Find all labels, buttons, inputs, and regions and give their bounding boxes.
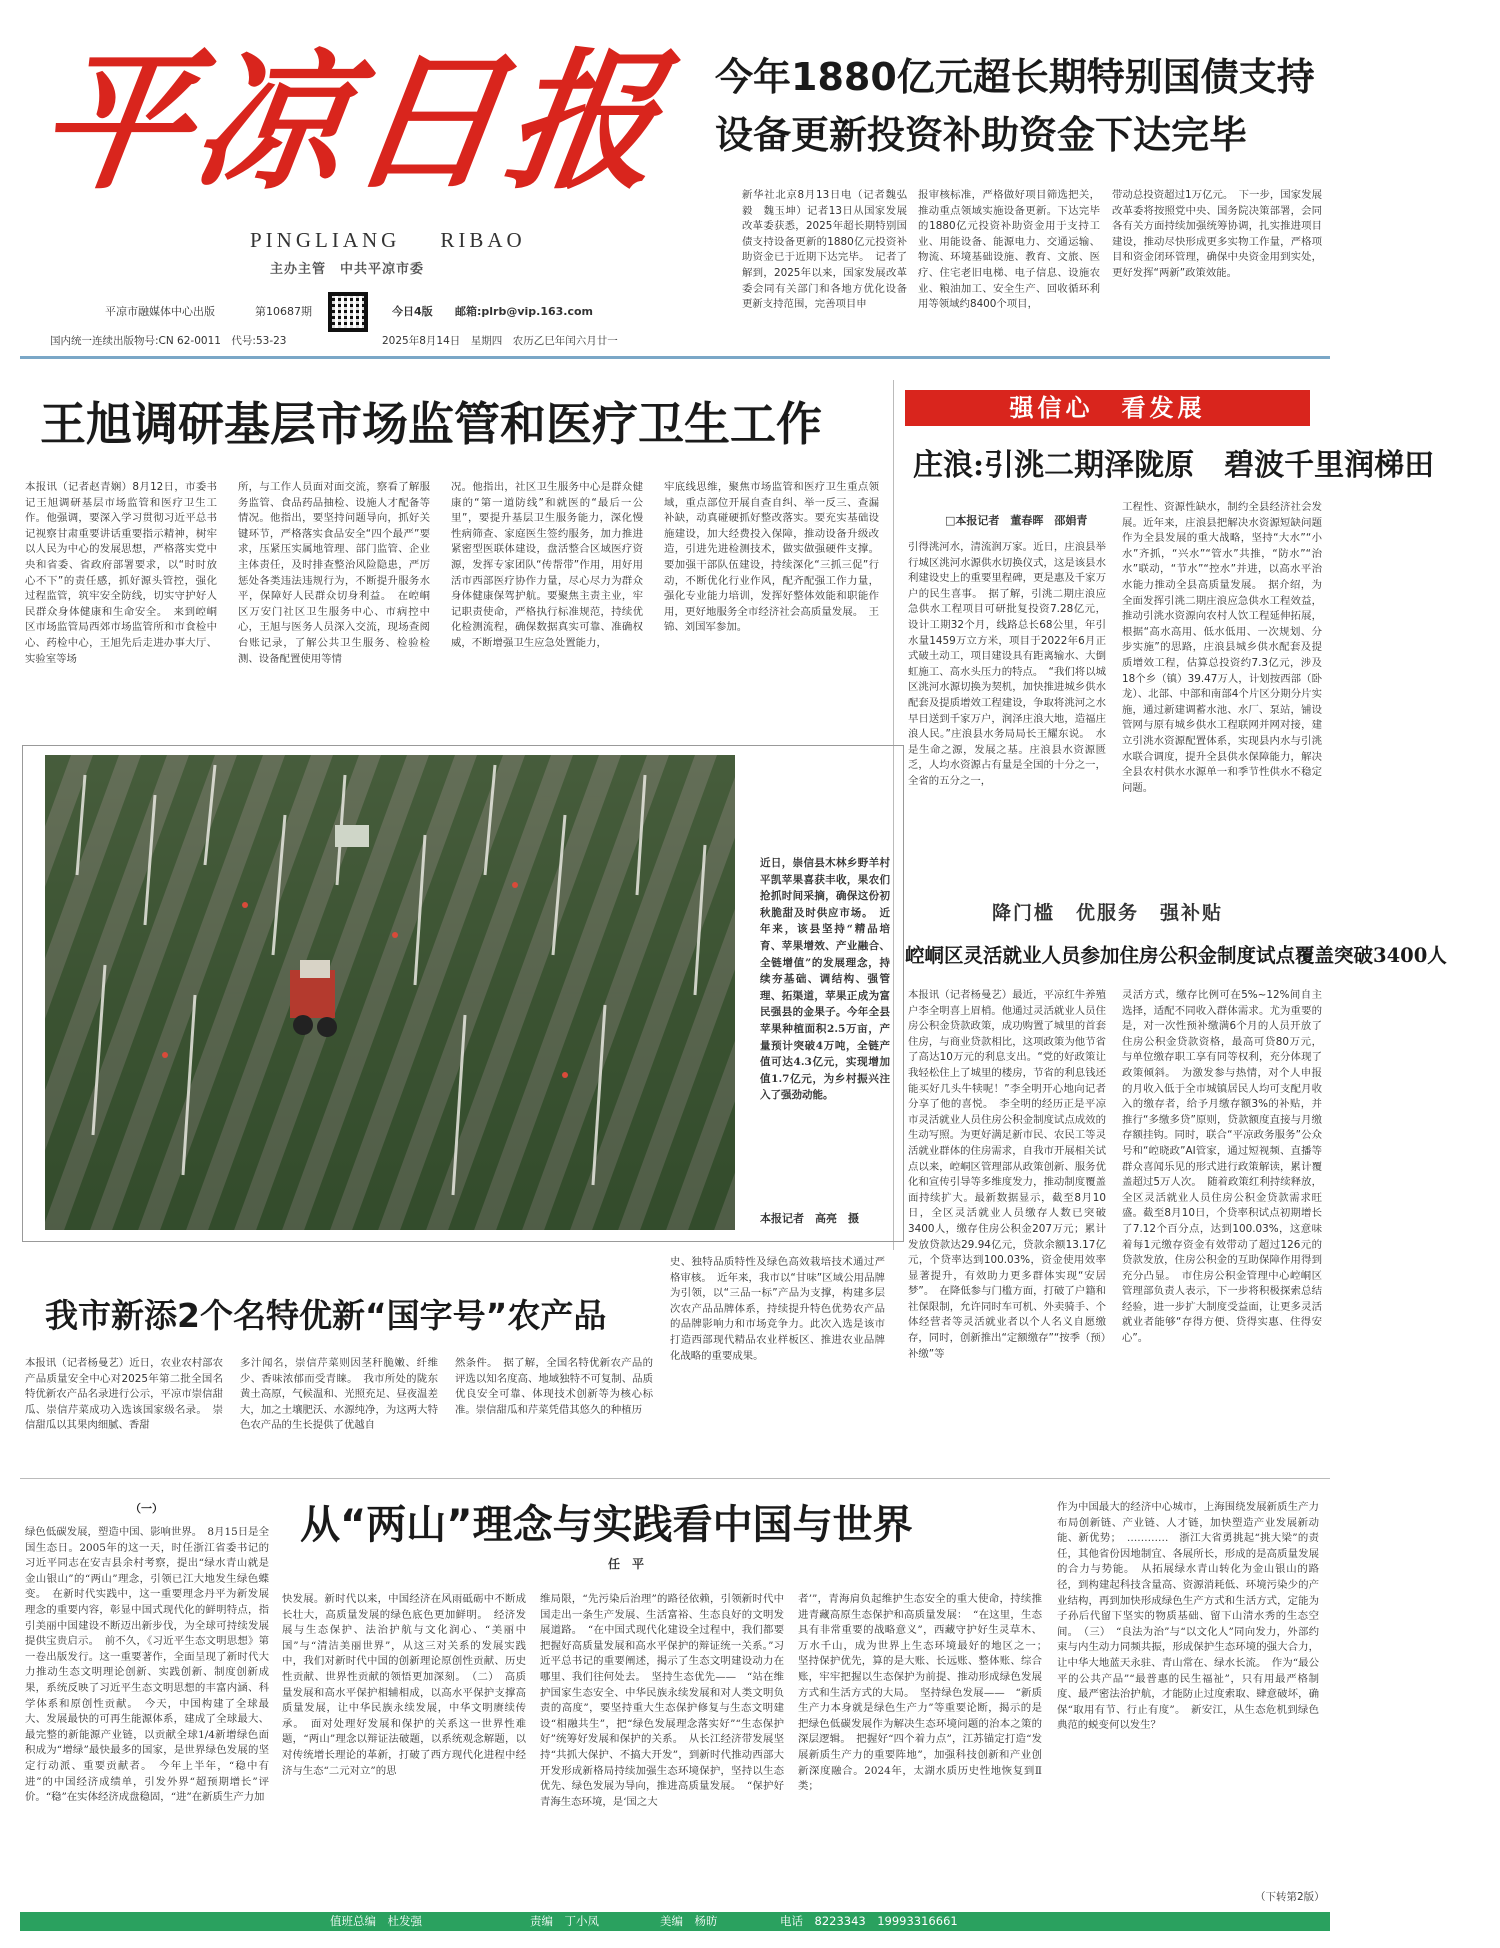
serial-number: 国内统一连续出版物号:CN 62-0011 代号:53-23 bbox=[50, 335, 287, 347]
orchard-photo[interactable] bbox=[45, 755, 735, 1230]
masthead-pinyin bbox=[250, 228, 566, 253]
guo-col-4: 史、独特品质特性及绿色高效栽培技术通过严格审核。 近年来，我市以“甘味”区域公用品牌为引领，以“三品一标”产品为支撑，构建多层次农产品品牌体系，持续提升特色优势农产品的品牌影响力和市场竞争力。此次入选是该市打造西部现代精品农业样板区、推进农业品牌化战略的重要成果。 bbox=[670, 1256, 885, 1362]
zhuanglang-headline[interactable]: 庄浪:引洮二期泽陇原 碧波千里润梯田 bbox=[913, 448, 1435, 483]
guo-col-1: 本报讯（记者杨曼艺）近日，农业农村部农产品质量安全中心对2025年第二批全国名特优新农产品名录进行公示，平凉市崇信甜瓜、崇信芹菜成功入选该国家级名录。 崇信甜瓜以其果肉细腻、香甜 bbox=[25, 1357, 223, 1432]
lead-col-3: 带动总投资超过1万亿元。 下一步，国家发展改革委将按照党中央、国务院决策部署，会同各有关方面持续加强统筹协调，扎实推进项目建设，推动尽快形成更多实物工作量，严格项目和资金闭环管理，确保中央资金用到实处，更好发挥“两新”政策效能。 bbox=[1112, 189, 1322, 279]
photo-credit: 本报记者 高亮 摄 bbox=[760, 1212, 859, 1225]
wang-col-3: 况。他指出，社区卫生服务中心是群众健康的“第一道防线”和就医的“最后一公里”，要提升基层卫生服务能力，深化慢性病筛查、家庭医生签约服务，加力推进紧密型医联体建设，盘活整合区域医疗资源，发挥专家团队“传帮带”作用，用好用活市西部医疗协作力量，尽心尽力为群众身体健康保驾护航。要聚焦主责主业，牢记职责使命，严格执行标准规范，持续优化检测流程，确保数据真实可靠、准确权威，不断增强卫生应急处置能力， bbox=[451, 481, 643, 649]
kongtong-headline[interactable]: 崆峒区灵活就业人员参加住房公积金制度试点覆盖突破3400人 bbox=[905, 944, 1447, 967]
lianshan-col-1: 绿色低碳发展，塑造中国、影响世界。 8月15日是全国生态日。2005年的这一天，时任浙江省委书记的习近平同志在安吉县余村考察，提出“绿水青山就是金山银山”的“两山”理念，引领已江大地发生绿色蝶变。 在新时代实践中，这一重要理念丹平为新发展理念的重要内容，彰显中国式现代化的鲜明特点，指引美丽中国建设不断迈出新步伐，为全球可持续发展提供宝贵启示。 前不久，《习近平生态文明思想》第一卷出版发行。这一重要著作，全面呈现了新时代大力推动生态文明理论创新、实践创新、制度创新成果，系统反映了习近平生态文明思想的丰富内涵、科学体系和原创性贡献。 今天，中国构建了全球最大、发展最快的可再生能源体系，建成了全球最大、最完整的新能源产业链，以贡献全球1/4新增绿色面积成为“增绿”最快最多的国家，是世界绿色发展的坚定行动派、重要贡献者。 今年上半年，“稳中有进”的中国经济成绩单，引发外界“超预期增长”评价。“稳”在实体经济成盘稳固，“进”在新质生产力加 bbox=[25, 1526, 269, 1804]
wang-headline[interactable]: 王旭调研基层市场监管和医疗卫生工作 bbox=[40, 397, 822, 451]
pinyin-pingliang: PINGLIANG bbox=[250, 228, 401, 252]
lead-col-2: 报审核标准，严格做好项目筛选把关，推动重点领域实施设备更新。下达完毕的1880亿元投资补助资金用于支持工业、用能设备、能源电力、交通运输、物流、环境基础设施、教育、文旅、医疗、住宅老旧电梯、电子信息、设施农业、粮油加工、安全生产、回收循环利用等领域约8400个项目， bbox=[918, 189, 1100, 311]
lianshan-part-1: （一） bbox=[130, 1502, 163, 1515]
guo-col-2: 多汁闻名，崇信芹菜则因茎秆脆嫩、纤维少、香味浓郁而受青睐。 我市所处的陇东黄土高原，气候温和、光照充足、昼夜温差大，加之土壤肥沃、水源纯净，为这两大特色农产品的生长提供了优越自 bbox=[240, 1357, 438, 1432]
lianshan-col-3: 维局限，“先污染后治理”的路径依赖，引领新时代中国走出一条生产发展、生活富裕、生态良好的文明发展道路。 “在中国式现代化建设全过程中，我们都要把握好高质量发展和高水平保护的辩证统一关系。”习近平总书记的重要阐述，揭示了生态文明建设动力在哪里、我们往何处去。 坚持生态优先—— “站在维护国家生态安全、中华民族永续发展和对人类文明负责的高度”，要坚持重大生态保护修复与生态文明建设“相融共生”，把“绿色发展理念落实好”“生态保护好”统筹好发展和保护的关系。 从长江经济带发展坚持“共抓大保护、不搞大开发”，到新时代推动西部大开发形成新格局持续加强生态环境保护，坚持以生态优先、绿色发展为导向，推进高质量发展。 “保护好青海生态环境，是‘国之大 bbox=[540, 1593, 784, 1808]
lianshan-col-4: 者’”，青海肩负起维护生态安全的重大使命，持续推进青藏高原生态保护和高质量发展： “在这里，生态具有非常重要的战略意义”，西藏守护好生灵草木、万水千山，成为世界上生态环境最好的地区之一； 坚持保护优先，算的是大账、长远账、整体账、综合账，牢牢把握以生态保护为前提、推动形成绿色发展方式和生活方式的大局。 坚持绿色发展—— “新质生产力本身就是绿色生产力”等重要论断，揭示的是把绿色低碳发展作为解决生态环境问题的治本之策的深层逻辑。 把握好“四个着力点”，江苏锚定打造“发展新质生产力的重要阵地”，加强科技创新和产业创新深度融合。2024年，太湖水质历史性地恢复到Ⅱ类； bbox=[798, 1593, 1053, 1793]
lianshan-headline[interactable]: 从“两山”理念与实践看中国与世界 bbox=[300, 1502, 913, 1548]
lianshan-author: 任 平 bbox=[608, 1557, 645, 1571]
guo-headline[interactable]: 我市新添2个名特优新“国字号”农产品 bbox=[45, 1296, 607, 1335]
kongtong-col-2: 灵活方式，缴存比例可在5%~12%间自主选择，适配不同收入群体需求。尤为重要的是，对一次性预补缴满6个月的人员开放了住房公积金贷款资格，最高可贷80万元，与单位缴存职工享有同等权利，充分体现了政策倾斜。 为激发参与热情，对个人申报的月收入低于全市城镇居民人均可支配月收入的缴存者，给予月缴存额3%的补贴，并推行“多缴多贷”原则，贷款额度直接与月缴存额挂钩。同时，联合“平凉政务服务”公众号和“崆晓政”AI管家，通过短视频、直播等群众喜闻乐见的形式进行政策解读，累计覆盖超过5万人次。 随着政策红利持续释放，全区灵活就业人员住房公积金贷款需求旺盛。截至8月10日，个贷率积试点初期增长了7.12个百分点，达到100.03%，这意味着每1元缴存资金有效带动了超过126元的贷款发放，住房公积金的互助保障作用得到充分凸显。 市住房公积金管理中心崆峒区管理部负责人表示，下一步将积极探索总结经验，进一步扩大制度受益面，让更多灵活就业者能够“存得方便、贷得实惠、住得安心”。 bbox=[1122, 989, 1322, 1345]
publisher: 平凉市融媒体中心出版 bbox=[105, 305, 215, 318]
lead-headline[interactable] bbox=[715, 48, 1315, 164]
zhuanglang-byline: □本报记者 董春晖 邵娟青 bbox=[945, 514, 1088, 527]
lead-col-1: 新华社北京8月13日电（记者魏弘毅 魏玉坤）记者13日从国家发展改革委获悉，2025年超长期特别国债支持设备更新的1880亿元投资补助资金已于近期下达完毕。 记者了解到，2025年以来，国家发展改革委会同有关部门和各地方优化设备更新支持范围，完善项目申 bbox=[742, 189, 907, 311]
lead-headline-line-2: 设备更新投资补助资金下达完毕 bbox=[715, 113, 1248, 157]
wang-col-2: 所，与工作人员面对面交流，察看了解服务监管、食品药品抽检、设施人才配备等情况。他指出，要坚持问题导向，抓好关键环节，严格落实食品安全“四个最严”要求，压紧压实属地管理、部门监管、企业主体责任，及时排查整治风险隐患，严厉惩处各类违法违规行为，不断提升服务水平，保障好人民群众切身利益。 在崆峒区万安门社区卫生服务中心、市病控中心，王旭与医务人员深入交流，现场查阅台账记录，了解公共卫生服务、检验检测、设备配置使用等情 bbox=[238, 481, 430, 665]
qr-code-icon[interactable] bbox=[328, 292, 368, 332]
continued-note[interactable]: （下转第2版） bbox=[1255, 1891, 1325, 1903]
sponsor-line: 主办主管 中共平凉市委 bbox=[270, 262, 425, 277]
lead-headline-line-1: 今年1880亿元超长期特别国债支持 bbox=[715, 55, 1315, 99]
wang-col-4: 牢底线思维，聚焦市场监管和医疗卫生重点领域，重点部位开展自查自纠、举一反三、查漏补缺，动真碰硬抓好整改落实。要充实基础设施建设，加大经费投入保障，推动设备升级改造，引进先进检测技术，做实做强硬件支撑。要加强干部队伍建设，持续深化“三抓三促”行动，不断优化行业作风，配齐配强工作力量，强化专业能力培训，发挥好整体效能和职能作用，更好地服务全市经济社会高质量发展。 王锦、刘国军参加。 bbox=[664, 481, 879, 634]
editor: 责编 丁小凤 bbox=[530, 1914, 599, 1928]
kongtong-banner: 降门槛 优服务 强补贴 bbox=[991, 902, 1223, 924]
pinyin-ribao: RIBAO bbox=[440, 228, 526, 252]
lianshan-col-5: 作为中国最大的经济中心城市，上海围绕发展新质生产力布局创新链、产业链、人才链，加快塑造产业发展新动能、新优势； ………… 浙江大省勇挑起“挑大梁”的责任，其他省份因地制宜、各展所长，形成的是高质量发展的合力与势能。 从拓展绿水青山转化为金山银山的路径，到构建起科技含量高、资源消耗低、环境污染少的产业结构，再到加快形成绿色生产方式和生活方式，定能为子孙后代留下坚实的物质基础、留下山清水秀的生态空间。 （三） “良法为治”与“以文化人”同向发力，外部约束与内生动力同频共振，形成保护生态环境的强大合力，让中华大地蓝天永驻、青山常在、绿水长流。 作为“最公平的公共产品”“最普惠的民生福祉”，只有用最严格制度、最严密法治护航，才能防止过度索取、肆意破坏，确保“取用有节、行止有度”。 新安江，从生态危机到绿色典范的蜕变何以发生？ bbox=[1057, 1501, 1319, 1732]
masthead-logo bbox=[27, 34, 677, 210]
phone: 电话 8223343 19993316661 bbox=[780, 1914, 958, 1928]
logo-text: 平凉日报 bbox=[27, 34, 677, 210]
lianshan-col-2: 快发展。新时代以来，中国经济在风雨砥砺中不断成长壮大，高质量发展的绿色底色更加鲜明。 经济发展与生态保护、法治护航与文化润心、“美丽中国”与“清洁美丽世界”，从这三对关系的发展实践中，我们对新时代中国的创新理论原创性贡献、历史性贡献、世界性贡献的领悟更加深刻。 （二） 高质量发展和高水平保护相辅相成，以高水平保护支撑高质量发展，让中华民族永续发展，中华文明赓续传承。 面对处理好发展和保护的关系这一世界性难题，“两山”理念以辩证法破题，以系统观念解题，以对传统增长理论的革新，打破了西方现代化进程中经济与生态“二元对立”的思 bbox=[282, 1593, 526, 1777]
duty-editor: 值班总编 杜发强 bbox=[330, 1914, 422, 1928]
art-editor: 美编 杨昉 bbox=[660, 1914, 718, 1928]
section-divider bbox=[20, 1478, 1330, 1479]
issue-date: 2025年8月14日 星期四 农历乙巳年闰六月廿一 bbox=[382, 335, 618, 347]
zhuanglang-col-2: 工程性、资源性缺水，制约全县经济社会发展。近年来，庄浪县把解决水资源短缺问题作为全县发展的重大战略，坚持“大水”“小水”齐抓，“兴水”“管水”共推，“防水”“治水”联动，“节水”“控水”并进，以高水平治水能力推动全县高质量发展。 据介绍，为全面发挥引洮二期庄浪应急供水工程效益，推动引洮水资源向农村人饮工程延伸拓展，根据“高水高用、低水低用、一次规划、分步实施”的思路，庄浪县城乡供水配套及提质增效工程，估算总投资约7.3亿元，涉及18个乡（镇）39.47万人，计划按西部（卧龙）、北部、中部和南部4个片区分期分片实施，通过新建调蓄水池、水厂、泵站，铺设管网与原有城乡供水工程联网并网对接，建立引洮水资源配置体系，实现县内水与引洮水联合调度，提升全县供水保障能力，解决全县农村供水水源单一和季节性供水不稳定问题。 bbox=[1122, 501, 1322, 794]
kongtong-col-1: 本报讯（记者杨曼艺）最近，平凉红牛养殖户李全明喜上眉梢。他通过灵活就业人员住房公积金贷款政策，成功购置了城里的首套住房，与商业贷款相比，这项政策为他节省了高达10万元的利息支出。“党的好政策让我轻松住上了城里的楼房，节省的利息钱还能买好几头牛犊呢！”李全明开心地向记者分享了他的喜悦。 李全明的经历正是平凉市灵活就业人员住房公积金制度试点成效的生动写照。为更好满足新市民、农民工等灵活就业群体的住房需求，自我市开展相关试点以来，崆峒区管理部从政策创新、服务优化和宣传引导等多维度发力，推动制度覆盖面持续扩大。最新数据显示，截至8月10日，全区灵活就业人员缴存人数已突破3400人，缴存住房公积金207万元；累计发放贷款达29.94亿元，贷款余额13.17亿元，个贷率达到100.03%，资金使用效率显著提升，有效助力更多群体实现“安居梦”。 在降低参与门槛方面，打破了户籍和社保限制，允许同时车可机、外卖骑手、个体经营者等灵活就业者以个人名义自愿缴存，同时，创新推出“定额缴存”“按季（预）补缴”等 bbox=[908, 989, 1106, 1360]
email[interactable]: 邮箱:plrb@vip.163.com bbox=[455, 305, 594, 318]
orchard-photo-illustration bbox=[45, 755, 735, 1230]
wang-col-1: 本报讯（记者赵青娴）8月12日，市委书记王旭调研基层市场监管和医疗卫生工作。他强调，要深入学习贯彻习近平总书记视察甘肃重要讲话重要指示精神，树牢以人民为中心的发展思想，严格落实党中央和省委、省政府部署要求，以“时时放心不下”的责任感，抓好源头管控，强化过程监管，筑牢安全防线，切实守护好人民群众身体健康和生命安全。 来到崆峒区市场监管局西郊市场监管所和市食检中心、药检中心，王旭先后走进办事大厅、实验室等场 bbox=[25, 481, 217, 665]
photo-caption: 近日，崇信县木林乡野羊村平凯苹果喜获丰收，果农们抢抓时间采摘，确保这份初秋脆甜及时供应市场。 近年来，该县坚持“精品培育、苹果增效、产业融合、全链增值”的发展理念，持续夯基础、调结构、强管理、拓渠道，苹果正成为富民强县的金果子。今年全县苹果种植面积2.5万亩，产量预计突破4万吨，全链产值可达4.3亿元，实现增加值1.7亿元，为乡村振兴注入了强劲动能。 bbox=[760, 857, 890, 1102]
issue-number: 第10687期 bbox=[255, 305, 312, 318]
zhuanglang-col-1: 引得洮河水，清流润万家。近日，庄浪县举行城区洮河水源供水切换仪式，这是该县水利建设史上的重要里程碑，更是惠及千家万户的民生喜事。 据了解，引洮二期庄浪应急供水工程项目可研批复投资7.28亿元，设计工期32个月，线路总长68公里，年引水量1459万立方米，项目于2022年6月正式破土动工，项目建设具有距离输水、大倒虹施工、高水头压力的特点。 “我们将以城区洮河水源切换为契机，加快推进城乡供水配套及提质增效工程建设，争取将洮河之水早日送到千家万户，润泽庄浪大地，造福庄浪人民。”庄浪县水务局局长王耀东说。 水是生命之源，发展之基。庄浪县水资源匮乏，人均水资源占有量是全国的十分之一，全省的五分之一， bbox=[908, 541, 1106, 787]
masthead-divider bbox=[20, 356, 1330, 359]
guo-col-3: 然条件。 据了解，全国名特优新农产品的评选以知名度高、地域独特不可复制、品质优良安全可靠、体现技术创新等为核心标准。崇信甜瓜和芹菜凭借其悠久的种植历 bbox=[455, 1357, 653, 1416]
zhuanglang-banner: 强信心 看发展 bbox=[905, 390, 1310, 426]
footer-bar bbox=[20, 1912, 1330, 1931]
page-count: 今日4版 bbox=[392, 305, 433, 318]
